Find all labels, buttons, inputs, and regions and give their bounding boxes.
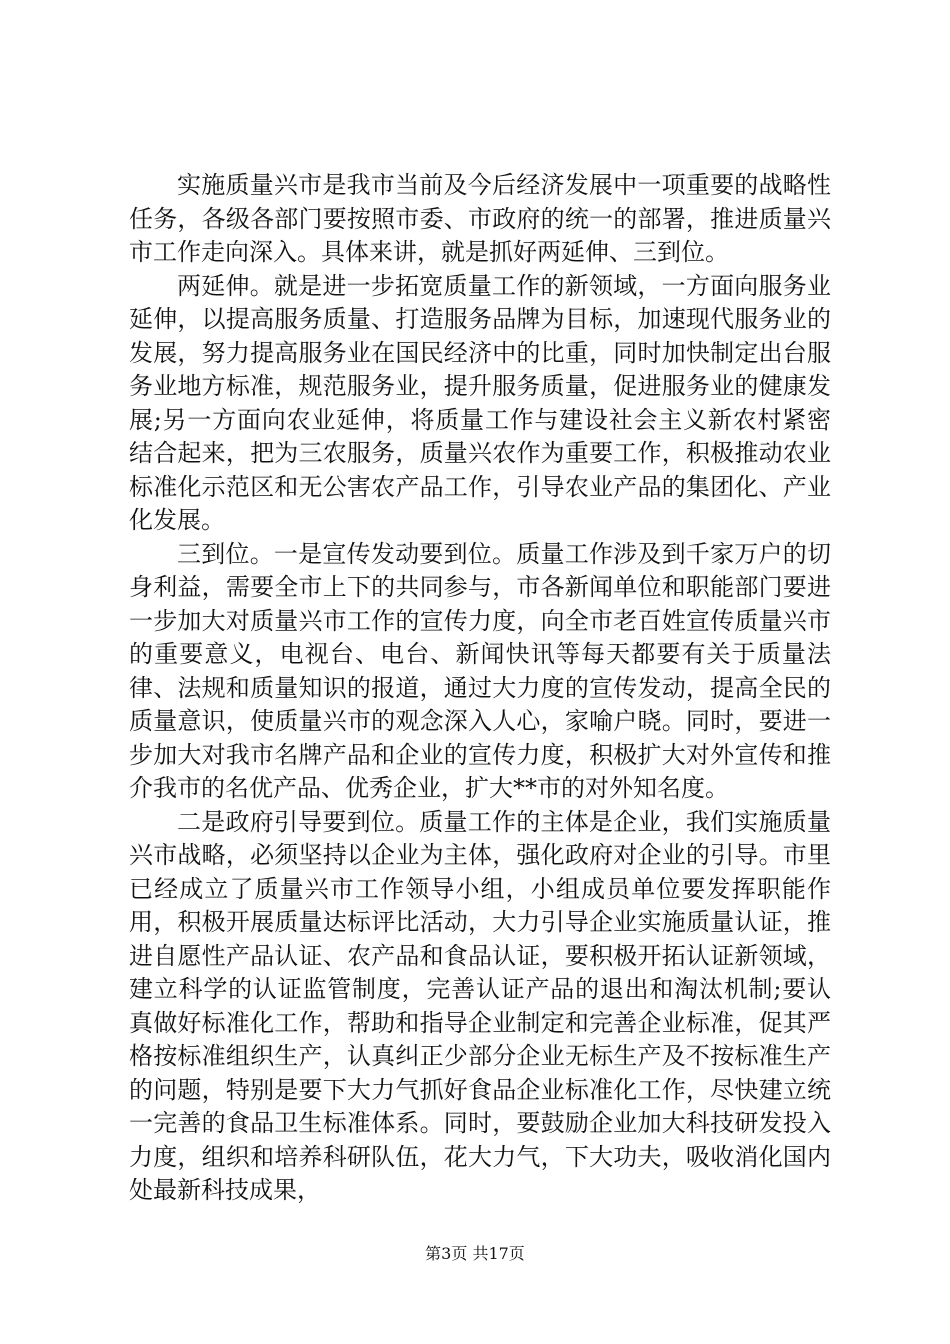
paragraph-4: 二是政府引导要到位。质量工作的主体是企业，我们实施质量兴市战略，必须坚持以企业为主体，强化政府对企业的引导。市里已经成立了质量兴市工作领导小组，小组成员单位要发挥职能作用，积极开展质量达标评比活动，大力引导企业实施质量认证，推进自愿性产品认证、农产品和食品认证，要积极开拓认证新领域，建立科学的认证监管制度，完善认证产品的退出和淘汰机制;要认真做好标准化工作，帮助和指导企业制定和完善企业标准，促其严格按标准组织生产，认真纠正少部分企业无标生产及不按标准生产的问题，特别是要下大力气抓好食品企业标准化工作，尽快建立统一完善的食品卫生标准体系。同时，要鼓励企业加大科技研发投入力度，组织和培养科研队伍，花大力气，下大功夫，吸收消化国内处最新科技成果， xyxy=(129,807,831,1204)
document-body xyxy=(129,169,831,1208)
paragraph-3: 三到位。一是宣传发动要到位。质量工作涉及到千家万户的切身利益，需要全市上下的共同参与，市各新闻单位和职能部门要进一步加大对质量兴市工作的宣传力度，向全市老百姓宣传质量兴市的重要意义，电视台、电台、新闻快讯等每天都要有关于质量法律、法规和质量知识的报道，通过大力度的宣传发动，提高全民的质量意识，使质量兴市的观念深入人心，家喻户晓。同时，要进一步加大对我市名牌产品和企业的宣传力度，积极扩大对外宣传和推介我市的名优产品、优秀企业，扩大**市的对外知名度。 xyxy=(129,539,831,802)
page-footer: 第3页 共17页 xyxy=(425,1244,525,1263)
paragraph-1: 实施质量兴市是我市当前及今后经济发展中一项重要的战略性任务，各级各部门要按照市委、市政府的统一的部署，推进质量兴市工作走向深入。具体来讲，就是抓好两延伸、三到位。 xyxy=(129,171,831,266)
paragraph-2: 两延伸。就是进一步拓宽质量工作的新领域，一方面向服务业延伸，以提高服务质量、打造服务品牌为目标，加速现代服务业的发展，努力提高服务业在国民经济中的比重，同时加快制定出台服务业地方标准，规范服务业，提升服务质量，促进服务业的健康发展;另一方面向农业延伸，将质量工作与建设社会主义新农村紧密结合起来，把为三农服务，质量兴农作为重要工作，积极推动农业标准化示范区和无公害农产品工作，引导农业产品的集团化、产业化发展。 xyxy=(129,271,831,534)
